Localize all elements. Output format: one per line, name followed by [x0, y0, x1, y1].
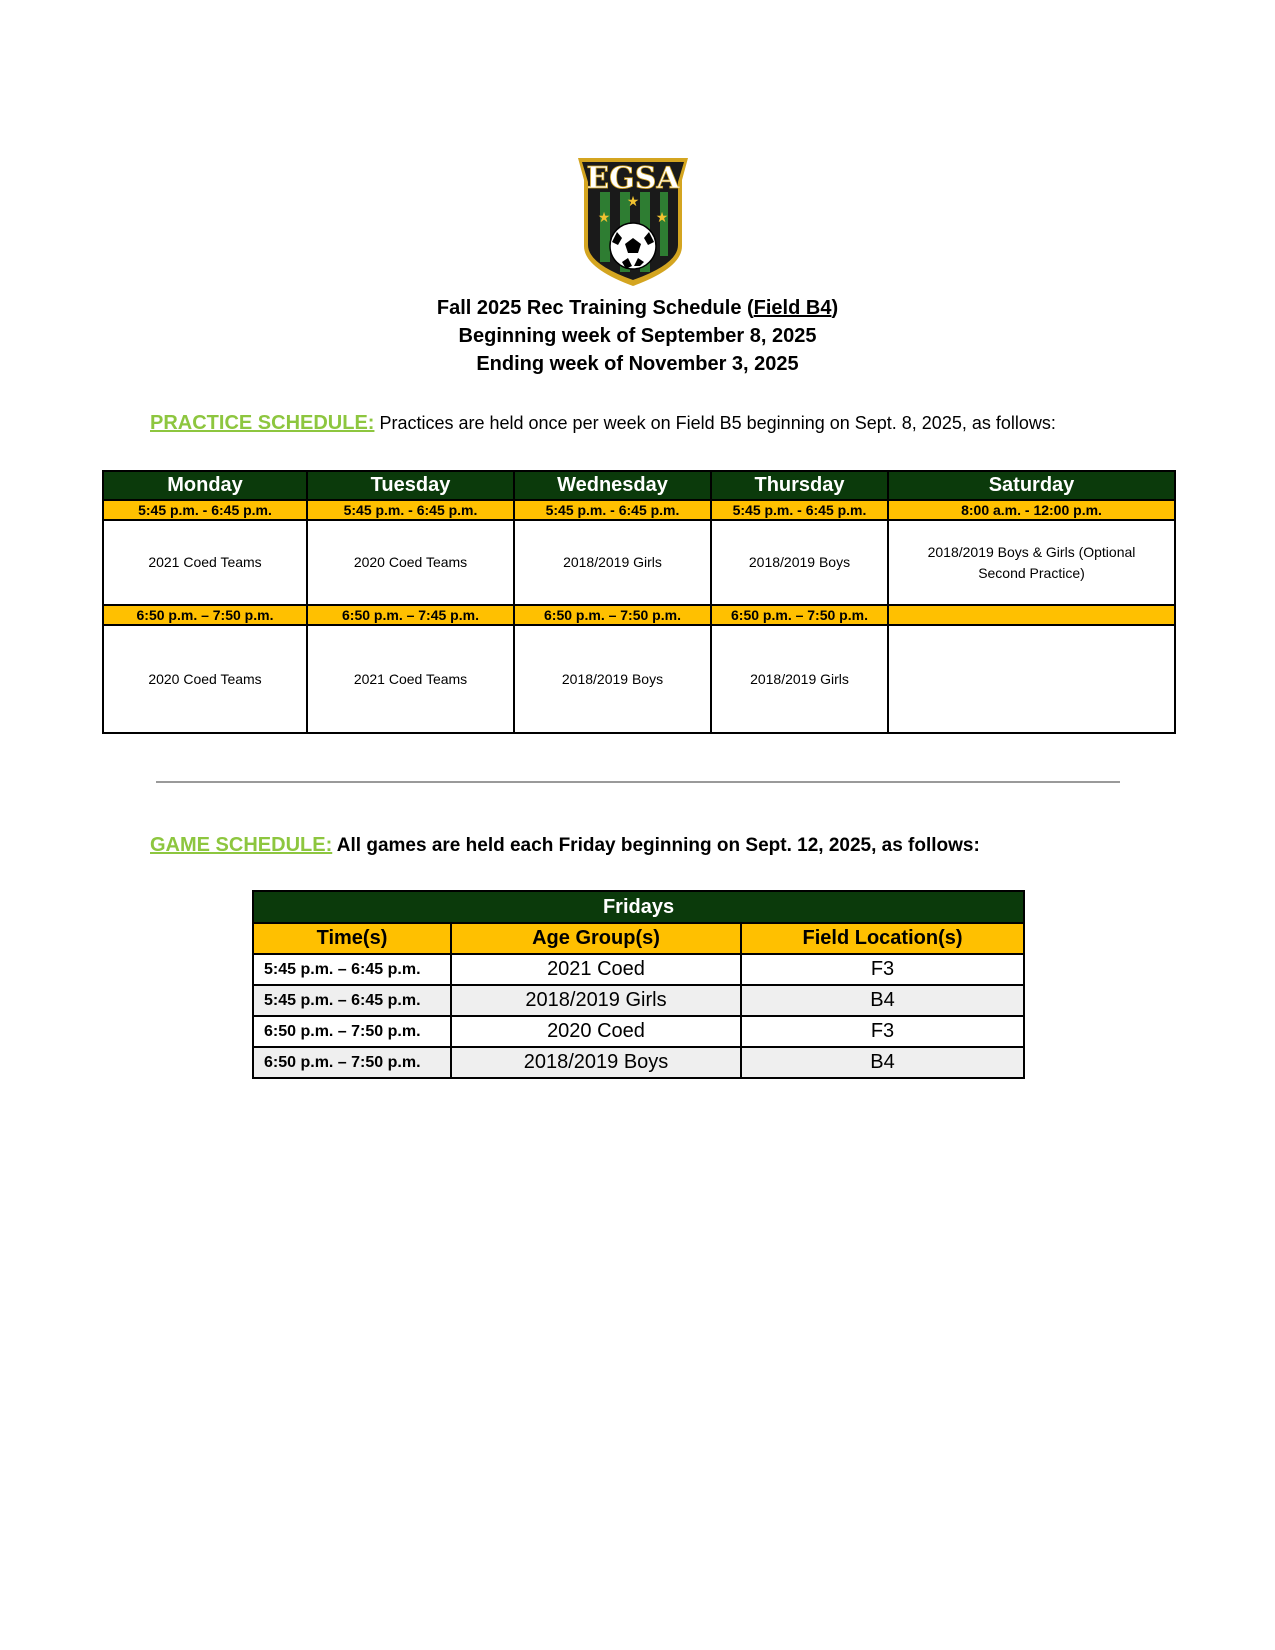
age-group-cell: 2018/2019 Girls [451, 985, 741, 1016]
table-row [253, 1016, 1024, 1047]
practice-day-row [103, 471, 1175, 500]
team-cell [888, 625, 1175, 733]
column-header: Field Location(s) [741, 923, 1024, 954]
team-cell: 2020 Coed Teams [103, 625, 307, 733]
field-cell: F3 [741, 954, 1024, 985]
team-cell: 2018/2019 Girls [711, 625, 888, 733]
team-cell: 2018/2019 Girls [514, 520, 711, 605]
svg-text:★: ★ [597, 209, 611, 225]
day-header: Saturday [888, 471, 1175, 500]
time-cell: 5:45 p.m. - 6:45 p.m. [103, 500, 307, 520]
practice-team-row-2 [103, 625, 1175, 733]
time-cell: 6:50 p.m. – 7:50 p.m. [711, 605, 888, 625]
table-row [253, 985, 1024, 1016]
table-row [253, 1047, 1024, 1078]
column-header: Age Group(s) [451, 923, 741, 954]
day-header: Thursday [711, 471, 888, 500]
time-cell: 6:50 p.m. – 7:50 p.m. [253, 1047, 451, 1078]
time-cell: 5:45 p.m. – 6:45 p.m. [253, 985, 451, 1016]
game-header-row [253, 923, 1024, 954]
practice-text: Practices are held once per week on Field B5 beginning on Sept. 8, 2025, as follows: [374, 413, 1056, 433]
time-cell: 6:50 p.m. – 7:50 p.m. [103, 605, 307, 625]
svg-text:★: ★ [655, 209, 669, 225]
time-cell: 6:50 p.m. – 7:50 p.m. [253, 1016, 451, 1047]
practice-time-row-2 [103, 605, 1175, 625]
practice-label: PRACTICE SCHEDULE: [150, 412, 375, 434]
time-cell [888, 605, 1175, 625]
schedule-title: Fall 2025 Rec Training Schedule (Field B4) [436, 297, 839, 319]
game-table [252, 890, 1025, 1079]
age-group-cell: 2020 Coed [451, 1016, 741, 1047]
time-cell: 5:45 p.m. – 6:45 p.m. [253, 954, 451, 985]
divider [156, 781, 1120, 783]
team-cell: 2018/2019 Boys & Girls (Optional Second Practice) [888, 520, 1175, 605]
beginning-week: Beginning week of September 8, 2025 [458, 325, 817, 347]
egsa-logo [570, 150, 696, 290]
day-header: Monday [103, 471, 307, 500]
day-header: Tuesday [307, 471, 514, 500]
time-cell: 6:50 p.m. – 7:50 p.m. [514, 605, 711, 625]
time-cell: 6:50 p.m. – 7:45 p.m. [307, 605, 514, 625]
practice-intro [150, 412, 1056, 435]
time-cell: 5:45 p.m. - 6:45 p.m. [711, 500, 888, 520]
field-cell: B4 [741, 1047, 1024, 1078]
practice-time-row-1 [103, 500, 1175, 520]
game-label: GAME SCHEDULE: [150, 834, 333, 856]
logo-text: EGSA [586, 161, 680, 196]
team-cell: 2021 Coed Teams [307, 625, 514, 733]
age-group-cell: 2021 Coed [451, 954, 741, 985]
table-row [253, 954, 1024, 985]
time-cell: 8:00 a.m. - 12:00 p.m. [888, 500, 1175, 520]
day-header: Wednesday [514, 471, 711, 500]
team-cell: 2018/2019 Boys [514, 625, 711, 733]
game-table-title: Fridays [253, 891, 1024, 923]
age-group-cell: 2018/2019 Boys [451, 1047, 741, 1078]
time-cell: 5:45 p.m. - 6:45 p.m. [307, 500, 514, 520]
field-cell: F3 [741, 1016, 1024, 1047]
field-label: Field B4 [753, 297, 832, 319]
svg-text:★: ★ [626, 193, 640, 209]
team-cell: 2020 Coed Teams [307, 520, 514, 605]
practice-team-row-1 [103, 520, 1175, 605]
team-cell: 2018/2019 Boys [711, 520, 888, 605]
practice-table [102, 470, 1176, 734]
column-header: Time(s) [253, 923, 451, 954]
game-intro [150, 834, 980, 857]
field-cell: B4 [741, 985, 1024, 1016]
game-text: All games are held each Friday beginning on Sept. 12, 2025, as follows: [332, 835, 980, 856]
team-cell: 2021 Coed Teams [103, 520, 307, 605]
ending-week: Ending week of November 3, 2025 [476, 353, 799, 375]
time-cell: 5:45 p.m. - 6:45 p.m. [514, 500, 711, 520]
